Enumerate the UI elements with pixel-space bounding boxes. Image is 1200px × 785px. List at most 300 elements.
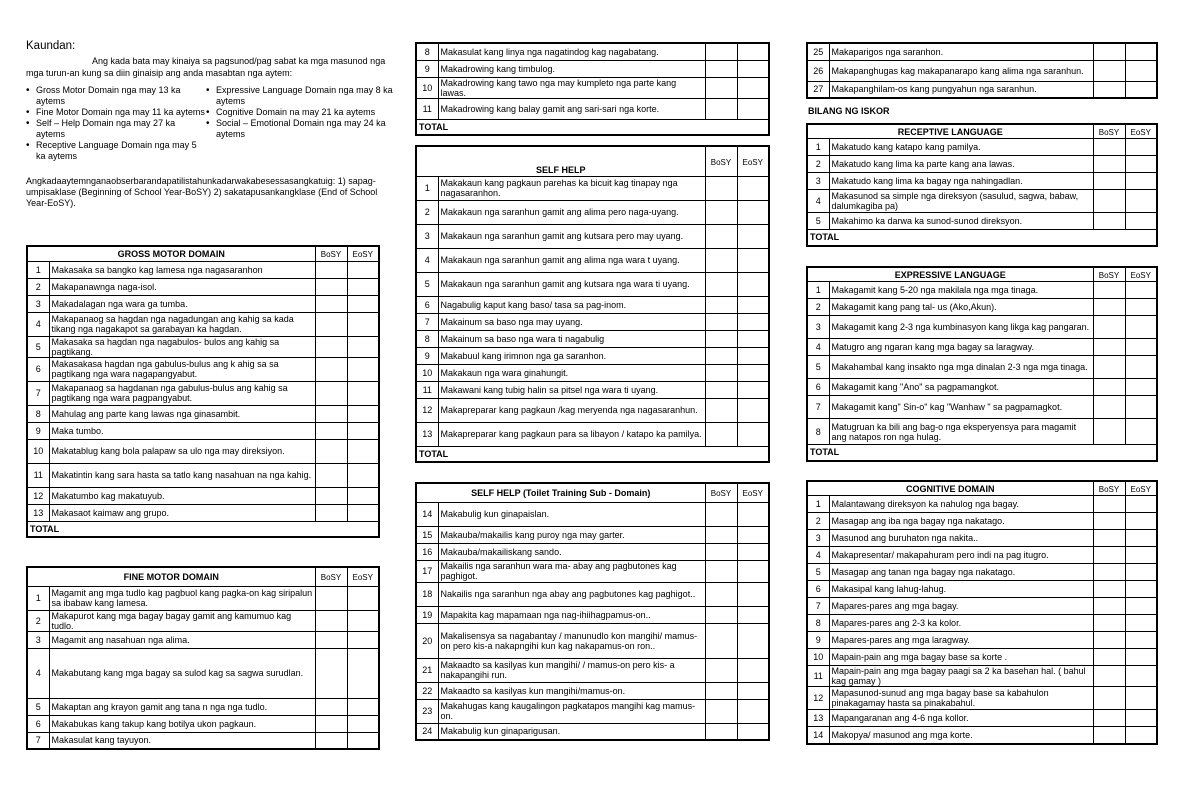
table-row [807, 687, 1157, 710]
eosy-checkbox-cell[interactable] [1125, 316, 1157, 339]
eosy-checkbox-cell[interactable] [737, 526, 769, 543]
eosy-checkbox-cell[interactable] [347, 422, 379, 439]
bosy-checkbox-cell[interactable] [705, 422, 737, 446]
eosy-checkbox-cell[interactable] [737, 723, 769, 740]
bosy-checkbox-cell[interactable] [705, 98, 737, 119]
bosy-checkbox-cell[interactable] [705, 582, 737, 606]
eosy-checkbox-cell[interactable] [1125, 139, 1157, 156]
eosy-checkbox-cell[interactable] [737, 543, 769, 560]
item-number: 11 [27, 463, 49, 487]
item-description: Makatudo kang lima ka bagay nga nahingadlan. [829, 173, 1093, 190]
bosy-checkbox-cell[interactable] [705, 606, 737, 623]
table-row [807, 564, 1157, 581]
table-row [807, 299, 1157, 316]
item-description: Magamit ang mga tudlo kag pagbuol kang pagka-on kag siripalun sa ibabaw kang lamesa. [49, 586, 315, 610]
item-description: Makakaun nga saranhun gamit ang kutsara pero may uyang. [438, 224, 705, 248]
eosy-checkbox-cell[interactable] [737, 398, 769, 422]
bosy-checkbox-cell[interactable] [705, 77, 737, 98]
eosy-checkbox-cell[interactable] [347, 336, 379, 357]
item-number: 10 [807, 649, 829, 666]
instructions-heading: Kaundan: [26, 40, 76, 52]
bosy-checkbox-cell[interactable] [1093, 81, 1125, 98]
bosy-checkbox-cell[interactable] [705, 560, 737, 582]
item-number: 12 [27, 487, 49, 504]
table-row [27, 715, 379, 732]
instructions-note: Angkadaaytemnganaobserbarandapatilistahunkadarwakabesessasangkatuig: 1) sapag-umpisaklase (Beginning of School Year-BoSY) 2) sakatapusankangklase (End of School Year-EoSY). [26, 176, 378, 208]
eosy-checkbox-cell[interactable] [347, 698, 379, 715]
bosy-checkbox-cell[interactable] [1093, 282, 1125, 299]
bosy-checkbox-cell[interactable] [1093, 379, 1125, 396]
bosy-checkbox-cell[interactable] [315, 463, 347, 487]
item-number: 3 [416, 224, 438, 248]
item-number: 19 [416, 606, 438, 623]
table-row [416, 582, 769, 606]
domain-list-item: • Gross Motor Domain nga may 13 ka aytems [26, 85, 206, 107]
instructions [26, 40, 398, 209]
table-row [27, 732, 379, 749]
eosy-checkbox-cell[interactable] [737, 502, 769, 526]
eosy-checkbox-cell[interactable] [347, 405, 379, 422]
item-description: Makatintin kang sara hasta sa tatlo kang nasahuan na nga kahig. [49, 463, 315, 487]
eosy-checkbox-cell[interactable] [737, 176, 769, 200]
eosy-checkbox-cell[interactable] [347, 487, 379, 504]
table-row [807, 547, 1157, 564]
item-number: 3 [807, 173, 829, 190]
bosy-checkbox-cell[interactable] [705, 296, 737, 313]
bosy-checkbox-cell[interactable] [705, 60, 737, 77]
eosy-header: EoSY [737, 483, 769, 502]
table-row [807, 156, 1157, 173]
bosy-checkbox-cell[interactable] [1093, 632, 1125, 649]
eosy-checkbox-cell[interactable] [1125, 356, 1157, 379]
eosy-checkbox-cell[interactable] [1125, 43, 1157, 60]
table-row [27, 261, 379, 278]
bosy-checkbox-cell[interactable] [705, 699, 737, 723]
eosy-checkbox-cell[interactable] [1125, 299, 1157, 316]
table-row [807, 339, 1157, 356]
item-description: Makadrowing kang balay gamit ang sari-sari nga korte. [438, 98, 705, 119]
item-number: 9 [416, 60, 438, 77]
bosy-checkbox-cell[interactable] [1093, 356, 1125, 379]
item-number: 7 [807, 396, 829, 419]
table-row [416, 502, 769, 526]
table-row [807, 190, 1157, 213]
bosy-checkbox-cell[interactable] [1093, 139, 1125, 156]
eosy-checkbox-cell[interactable] [737, 98, 769, 119]
item-number: 7 [27, 381, 49, 405]
bosy-checkbox-cell[interactable] [1093, 710, 1125, 727]
eosy-checkbox-cell[interactable] [1125, 581, 1157, 598]
bosy-checkbox-cell[interactable] [705, 272, 737, 296]
eosy-checkbox-cell[interactable] [1125, 513, 1157, 530]
table-row [27, 312, 379, 336]
eosy-checkbox-cell[interactable] [347, 715, 379, 732]
item-number: 8 [27, 405, 49, 422]
bosy-checkbox-cell[interactable] [705, 381, 737, 398]
item-number: 1 [807, 496, 829, 513]
table-row [27, 278, 379, 295]
bosy-checkbox-cell[interactable] [315, 278, 347, 295]
eosy-checkbox-cell[interactable] [1125, 632, 1157, 649]
item-description: Mapares-pares ang mga bagay. [829, 598, 1093, 615]
bosy-checkbox-cell[interactable] [1093, 666, 1125, 687]
eosy-checkbox-cell[interactable] [1125, 687, 1157, 710]
eosy-checkbox-cell[interactable] [1125, 547, 1157, 564]
item-number: 3 [807, 316, 829, 339]
bosy-checkbox-cell[interactable] [705, 347, 737, 364]
item-description: Makahambal kang insakto nga mga dinalan 2-3 nga mga tinaga. [829, 356, 1093, 379]
item-description: Masunod ang buruhaton nga nakita.. [829, 530, 1093, 547]
bosy-checkbox-cell[interactable] [315, 732, 347, 749]
item-description: Makagamit kang 5-20 nga makilala nga mga tinaga. [829, 282, 1093, 299]
item-description: Makatumbo kag makatuyub. [49, 487, 315, 504]
domain-list [26, 85, 398, 162]
eosy-checkbox-cell[interactable] [1125, 396, 1157, 419]
bosy-checkbox-cell[interactable] [1093, 513, 1125, 530]
bosy-checkbox-cell[interactable] [705, 398, 737, 422]
table-row [27, 504, 379, 521]
eosy-checkbox-cell[interactable] [737, 60, 769, 77]
eosy-checkbox-cell[interactable] [347, 381, 379, 405]
bosy-checkbox-cell[interactable] [1093, 316, 1125, 339]
eosy-checkbox-cell[interactable] [1125, 81, 1157, 98]
bosy-checkbox-cell[interactable] [1093, 339, 1125, 356]
item-number: 16 [416, 543, 438, 560]
bosy-checkbox-cell[interactable] [705, 526, 737, 543]
eosy-checkbox-cell[interactable] [1125, 173, 1157, 190]
bosy-header: BoSY [705, 483, 737, 502]
item-description: Makagamit kang pang tal- us (Ako,Akun). [829, 299, 1093, 316]
eosy-checkbox-cell[interactable] [347, 312, 379, 336]
eosy-checkbox-cell[interactable] [1125, 615, 1157, 632]
eosy-checkbox-cell[interactable] [1125, 282, 1157, 299]
table-row [416, 560, 769, 582]
item-description: Makapresentar/ makapahuram pero indi na pag itugro. [829, 547, 1093, 564]
bosy-checkbox-cell[interactable] [315, 261, 347, 278]
table-row [416, 623, 769, 658]
item-description: Makagamit kang" Sin-o" kag "Wanhaw " sa pagpamagkot. [829, 396, 1093, 419]
item-description: Makasaka sa bangko kag lamesa nga nagasaranhon [49, 261, 315, 278]
table-row [416, 200, 769, 224]
bosy-checkbox-cell[interactable] [1093, 213, 1125, 230]
item-description: Makaadto sa kasilyas kun mangihi/mamus-on. [438, 682, 705, 699]
eosy-checkbox-cell[interactable] [1125, 564, 1157, 581]
table-row [807, 666, 1157, 687]
eosy-header: EoSY [347, 567, 379, 586]
eosy-checkbox-cell[interactable] [737, 381, 769, 398]
bosy-checkbox-cell[interactable] [315, 336, 347, 357]
table-row [807, 282, 1157, 299]
eosy-checkbox-cell[interactable] [737, 582, 769, 606]
item-number: 18 [416, 582, 438, 606]
table-row [27, 295, 379, 312]
receptive-language-table [806, 123, 1158, 247]
eosy-checkbox-cell[interactable] [737, 364, 769, 381]
bosy-checkbox-cell[interactable] [705, 723, 737, 740]
bosy-checkbox-cell[interactable] [705, 176, 737, 200]
table-row [27, 648, 379, 698]
table-row [416, 296, 769, 313]
table-row [27, 357, 379, 381]
item-description: Makabutang kang mga bagay sa sulod kag sa sagwa surudlan. [49, 648, 315, 698]
item-number: 3 [807, 530, 829, 547]
item-description: Makawani kang tubig halin sa pitsel nga wara ti uyang. [438, 381, 705, 398]
item-number: 7 [807, 598, 829, 615]
domain-title: FINE MOTOR DOMAIN [27, 567, 315, 586]
item-description: Makabulig kun ginapaislan. [438, 502, 705, 526]
item-number: 9 [807, 632, 829, 649]
eosy-checkbox-cell[interactable] [1125, 649, 1157, 666]
item-number: 22 [416, 682, 438, 699]
item-number: 15 [416, 526, 438, 543]
item-number: 9 [416, 347, 438, 364]
eosy-checkbox-cell[interactable] [1125, 339, 1157, 356]
gross-motor-table [26, 245, 380, 538]
item-number: 1 [416, 176, 438, 200]
table-row [416, 224, 769, 248]
bosy-checkbox-cell[interactable] [1093, 496, 1125, 513]
eosy-checkbox-cell[interactable] [737, 200, 769, 224]
eosy-checkbox-cell[interactable] [347, 648, 379, 698]
eosy-checkbox-cell[interactable] [347, 631, 379, 648]
item-number: 2 [807, 156, 829, 173]
table-row [807, 598, 1157, 615]
eosy-checkbox-cell[interactable] [1125, 379, 1157, 396]
bosy-checkbox-cell[interactable] [315, 586, 347, 610]
bosy-checkbox-cell[interactable] [705, 248, 737, 272]
bosy-checkbox-cell[interactable] [705, 330, 737, 347]
bosy-checkbox-cell[interactable] [315, 381, 347, 405]
eosy-checkbox-cell[interactable] [1125, 666, 1157, 687]
bosy-checkbox-cell[interactable] [705, 623, 737, 658]
item-description: Makailis nga saranhun wara ma- abay ang pagbutones kag paghigot. [438, 560, 705, 582]
table-header [807, 267, 1157, 282]
eosy-checkbox-cell[interactable] [737, 347, 769, 364]
item-number: 2 [416, 200, 438, 224]
eosy-checkbox-cell[interactable] [347, 278, 379, 295]
table-row [416, 699, 769, 723]
table-row [807, 632, 1157, 649]
item-number: 3 [27, 631, 49, 648]
instructions-paragraph: Ang kada bata may kinaiya sa pagsunod/pag sabat ka mga masunod nga mga turun-an kung sa diin ginaisip ang anda masabtan nga aytem: [26, 56, 386, 78]
table-row [807, 356, 1157, 379]
bosy-checkbox-cell[interactable] [1093, 173, 1125, 190]
item-number: 8 [416, 330, 438, 347]
item-number: 5 [27, 698, 49, 715]
eosy-checkbox-cell[interactable] [347, 439, 379, 463]
table-row [416, 272, 769, 296]
item-number: 1 [27, 586, 49, 610]
item-number: 5 [807, 356, 829, 379]
eosy-checkbox-cell[interactable] [1125, 530, 1157, 547]
eosy-header: EoSY [737, 146, 769, 176]
eosy-header: EoSY [1125, 124, 1157, 139]
bosy-checkbox-cell[interactable] [1093, 43, 1125, 60]
bosy-checkbox-cell[interactable] [1093, 727, 1125, 744]
item-description: Malantawang direksyon ka nahulog nga bagay. [829, 496, 1093, 513]
item-description: Makakaun nga saranhun gamit ang alima pero naga-uyang. [438, 200, 705, 224]
eosy-checkbox-cell[interactable] [737, 606, 769, 623]
eosy-checkbox-cell[interactable] [347, 732, 379, 749]
eosy-checkbox-cell[interactable] [1125, 710, 1157, 727]
bilang-ng-iskor-label: BILANG NG ISKOR [808, 106, 890, 116]
eosy-checkbox-cell[interactable] [347, 463, 379, 487]
item-number: 27 [807, 81, 829, 98]
item-description: Makabulig kun ginaparigusan. [438, 723, 705, 740]
table-row [416, 381, 769, 398]
eosy-checkbox-cell[interactable] [737, 330, 769, 347]
table-header [807, 124, 1157, 139]
bosy-checkbox-cell[interactable] [705, 224, 737, 248]
bosy-checkbox-cell[interactable] [1093, 190, 1125, 213]
bosy-checkbox-cell[interactable] [705, 200, 737, 224]
bosy-checkbox-cell[interactable] [1093, 615, 1125, 632]
eosy-checkbox-cell[interactable] [737, 296, 769, 313]
eosy-checkbox-cell[interactable] [1125, 190, 1157, 213]
domain-title: COGNITIVE DOMAIN [807, 481, 1093, 496]
item-description: Mapares-pares ang 2-3 ka kolor. [829, 615, 1093, 632]
eosy-header: EoSY [1125, 267, 1157, 282]
item-description: Makapreparar kang pagkaun /kag meryenda nga nagasaranhun. [438, 398, 705, 422]
item-number: 7 [416, 313, 438, 330]
table-row [416, 176, 769, 200]
eosy-checkbox-cell[interactable] [1125, 598, 1157, 615]
bosy-checkbox-cell[interactable] [1093, 687, 1125, 710]
eosy-checkbox-cell[interactable] [737, 422, 769, 446]
eosy-checkbox-cell[interactable] [737, 699, 769, 723]
table-row [27, 631, 379, 648]
bosy-checkbox-cell[interactable] [315, 504, 347, 521]
bosy-checkbox-cell[interactable] [1093, 649, 1125, 666]
eosy-checkbox-cell[interactable] [737, 623, 769, 658]
domain-list-right [206, 85, 396, 162]
bosy-checkbox-cell[interactable] [705, 502, 737, 526]
item-number: 13 [807, 710, 829, 727]
expressive-language-table [806, 266, 1158, 462]
item-number: 10 [416, 364, 438, 381]
bosy-checkbox-cell[interactable] [315, 312, 347, 336]
eosy-checkbox-cell[interactable] [1125, 419, 1157, 445]
eosy-checkbox-cell[interactable] [347, 357, 379, 381]
item-number: 6 [807, 581, 829, 598]
eosy-checkbox-cell[interactable] [347, 295, 379, 312]
eosy-checkbox-cell[interactable] [347, 261, 379, 278]
bosy-checkbox-cell[interactable] [315, 610, 347, 631]
bosy-checkbox-cell[interactable] [705, 313, 737, 330]
bosy-checkbox-cell[interactable] [1093, 564, 1125, 581]
item-number: 4 [27, 648, 49, 698]
eosy-checkbox-cell[interactable] [737, 313, 769, 330]
domain-list-item: • Fine Motor Domain nga may 11 ka aytems [26, 107, 206, 118]
bosy-checkbox-cell[interactable] [1093, 598, 1125, 615]
item-number: 1 [27, 261, 49, 278]
eosy-checkbox-cell[interactable] [347, 610, 379, 631]
bosy-checkbox-cell[interactable] [315, 648, 347, 698]
domain-list-left [26, 85, 206, 162]
item-number: 12 [416, 398, 438, 422]
table-row [416, 248, 769, 272]
item-number: 4 [807, 190, 829, 213]
bosy-checkbox-cell[interactable] [315, 715, 347, 732]
bosy-checkbox-cell[interactable] [315, 405, 347, 422]
table-header [416, 146, 769, 176]
item-description: Makagamit kang 2-3 nga kumbinasyon kang likga kag pangaran. [829, 316, 1093, 339]
item-description: Makainum sa baso nga wara ti nagabulig [438, 330, 705, 347]
eosy-checkbox-cell[interactable] [1125, 60, 1157, 81]
domain-list-item: • Cognitive Domain na may 21 ka aytems [206, 107, 396, 118]
eosy-checkbox-cell[interactable] [347, 586, 379, 610]
fine-motor-table [26, 566, 380, 750]
item-number: 21 [416, 658, 438, 682]
bosy-checkbox-cell[interactable] [315, 631, 347, 648]
eosy-checkbox-cell[interactable] [1125, 213, 1157, 230]
bosy-checkbox-cell[interactable] [705, 43, 737, 60]
eosy-checkbox-cell[interactable] [737, 224, 769, 248]
bosy-checkbox-cell[interactable] [1093, 299, 1125, 316]
item-description: Mapain-pain ang mga bagay paagi sa 2 ka basehan hal. ( bahul kag gamay ) [829, 666, 1093, 687]
bosy-checkbox-cell[interactable] [315, 698, 347, 715]
bosy-checkbox-cell[interactable] [1093, 156, 1125, 173]
table-row [807, 530, 1157, 547]
eosy-checkbox-cell[interactable] [347, 504, 379, 521]
eosy-checkbox-cell[interactable] [737, 272, 769, 296]
bosy-checkbox-cell[interactable] [705, 543, 737, 560]
item-description: Mapangaranan ang 4-6 nga kollor. [829, 710, 1093, 727]
bosy-checkbox-cell[interactable] [315, 487, 347, 504]
bosy-checkbox-cell[interactable] [1093, 396, 1125, 419]
eosy-checkbox-cell[interactable] [737, 43, 769, 60]
item-description: Makatudo kang lima ka parte kang ana lawas. [829, 156, 1093, 173]
item-number: 26 [807, 60, 829, 81]
eosy-checkbox-cell[interactable] [1125, 727, 1157, 744]
eosy-checkbox-cell[interactable] [1125, 156, 1157, 173]
bosy-checkbox-cell[interactable] [705, 682, 737, 699]
table-row [416, 658, 769, 682]
domain-title: RECEPTIVE LANGUAGE [807, 124, 1093, 139]
item-description: Masagap ang iba nga bagay nga nakatago. [829, 513, 1093, 530]
bosy-checkbox-cell[interactable] [315, 422, 347, 439]
bosy-checkbox-cell[interactable] [315, 439, 347, 463]
bosy-checkbox-cell[interactable] [1093, 530, 1125, 547]
item-description: Makaptan ang krayon gamit ang tana n nga nga tudlo. [49, 698, 315, 715]
bosy-checkbox-cell[interactable] [1093, 419, 1125, 445]
bosy-checkbox-cell[interactable] [705, 658, 737, 682]
item-description: Matugro ang ngaran kang mga bagay sa laragway. [829, 339, 1093, 356]
table-row [27, 405, 379, 422]
eosy-checkbox-cell[interactable] [737, 248, 769, 272]
eosy-checkbox-cell[interactable] [737, 560, 769, 582]
eosy-checkbox-cell[interactable] [737, 658, 769, 682]
eosy-checkbox-cell[interactable] [1125, 496, 1157, 513]
bosy-checkbox-cell[interactable] [705, 364, 737, 381]
domain-title: SELF HELP [416, 146, 705, 176]
item-description: Mapain-pain ang mga bagay base sa korte . [829, 649, 1093, 666]
domain-title: SELF HELP (Toilet Training Sub - Domain) [416, 483, 705, 502]
bosy-checkbox-cell[interactable] [315, 357, 347, 381]
table-row [807, 43, 1157, 60]
bosy-checkbox-cell[interactable] [1093, 547, 1125, 564]
bosy-checkbox-cell[interactable] [1093, 581, 1125, 598]
eosy-checkbox-cell[interactable] [737, 77, 769, 98]
bosy-checkbox-cell[interactable] [315, 295, 347, 312]
item-number: 8 [807, 615, 829, 632]
table-row [416, 98, 769, 119]
item-number: 10 [416, 77, 438, 98]
eosy-checkbox-cell[interactable] [737, 682, 769, 699]
item-description: Makatudo kang katapo kang pamilya. [829, 139, 1093, 156]
table-row [416, 682, 769, 699]
bosy-checkbox-cell[interactable] [1093, 60, 1125, 81]
